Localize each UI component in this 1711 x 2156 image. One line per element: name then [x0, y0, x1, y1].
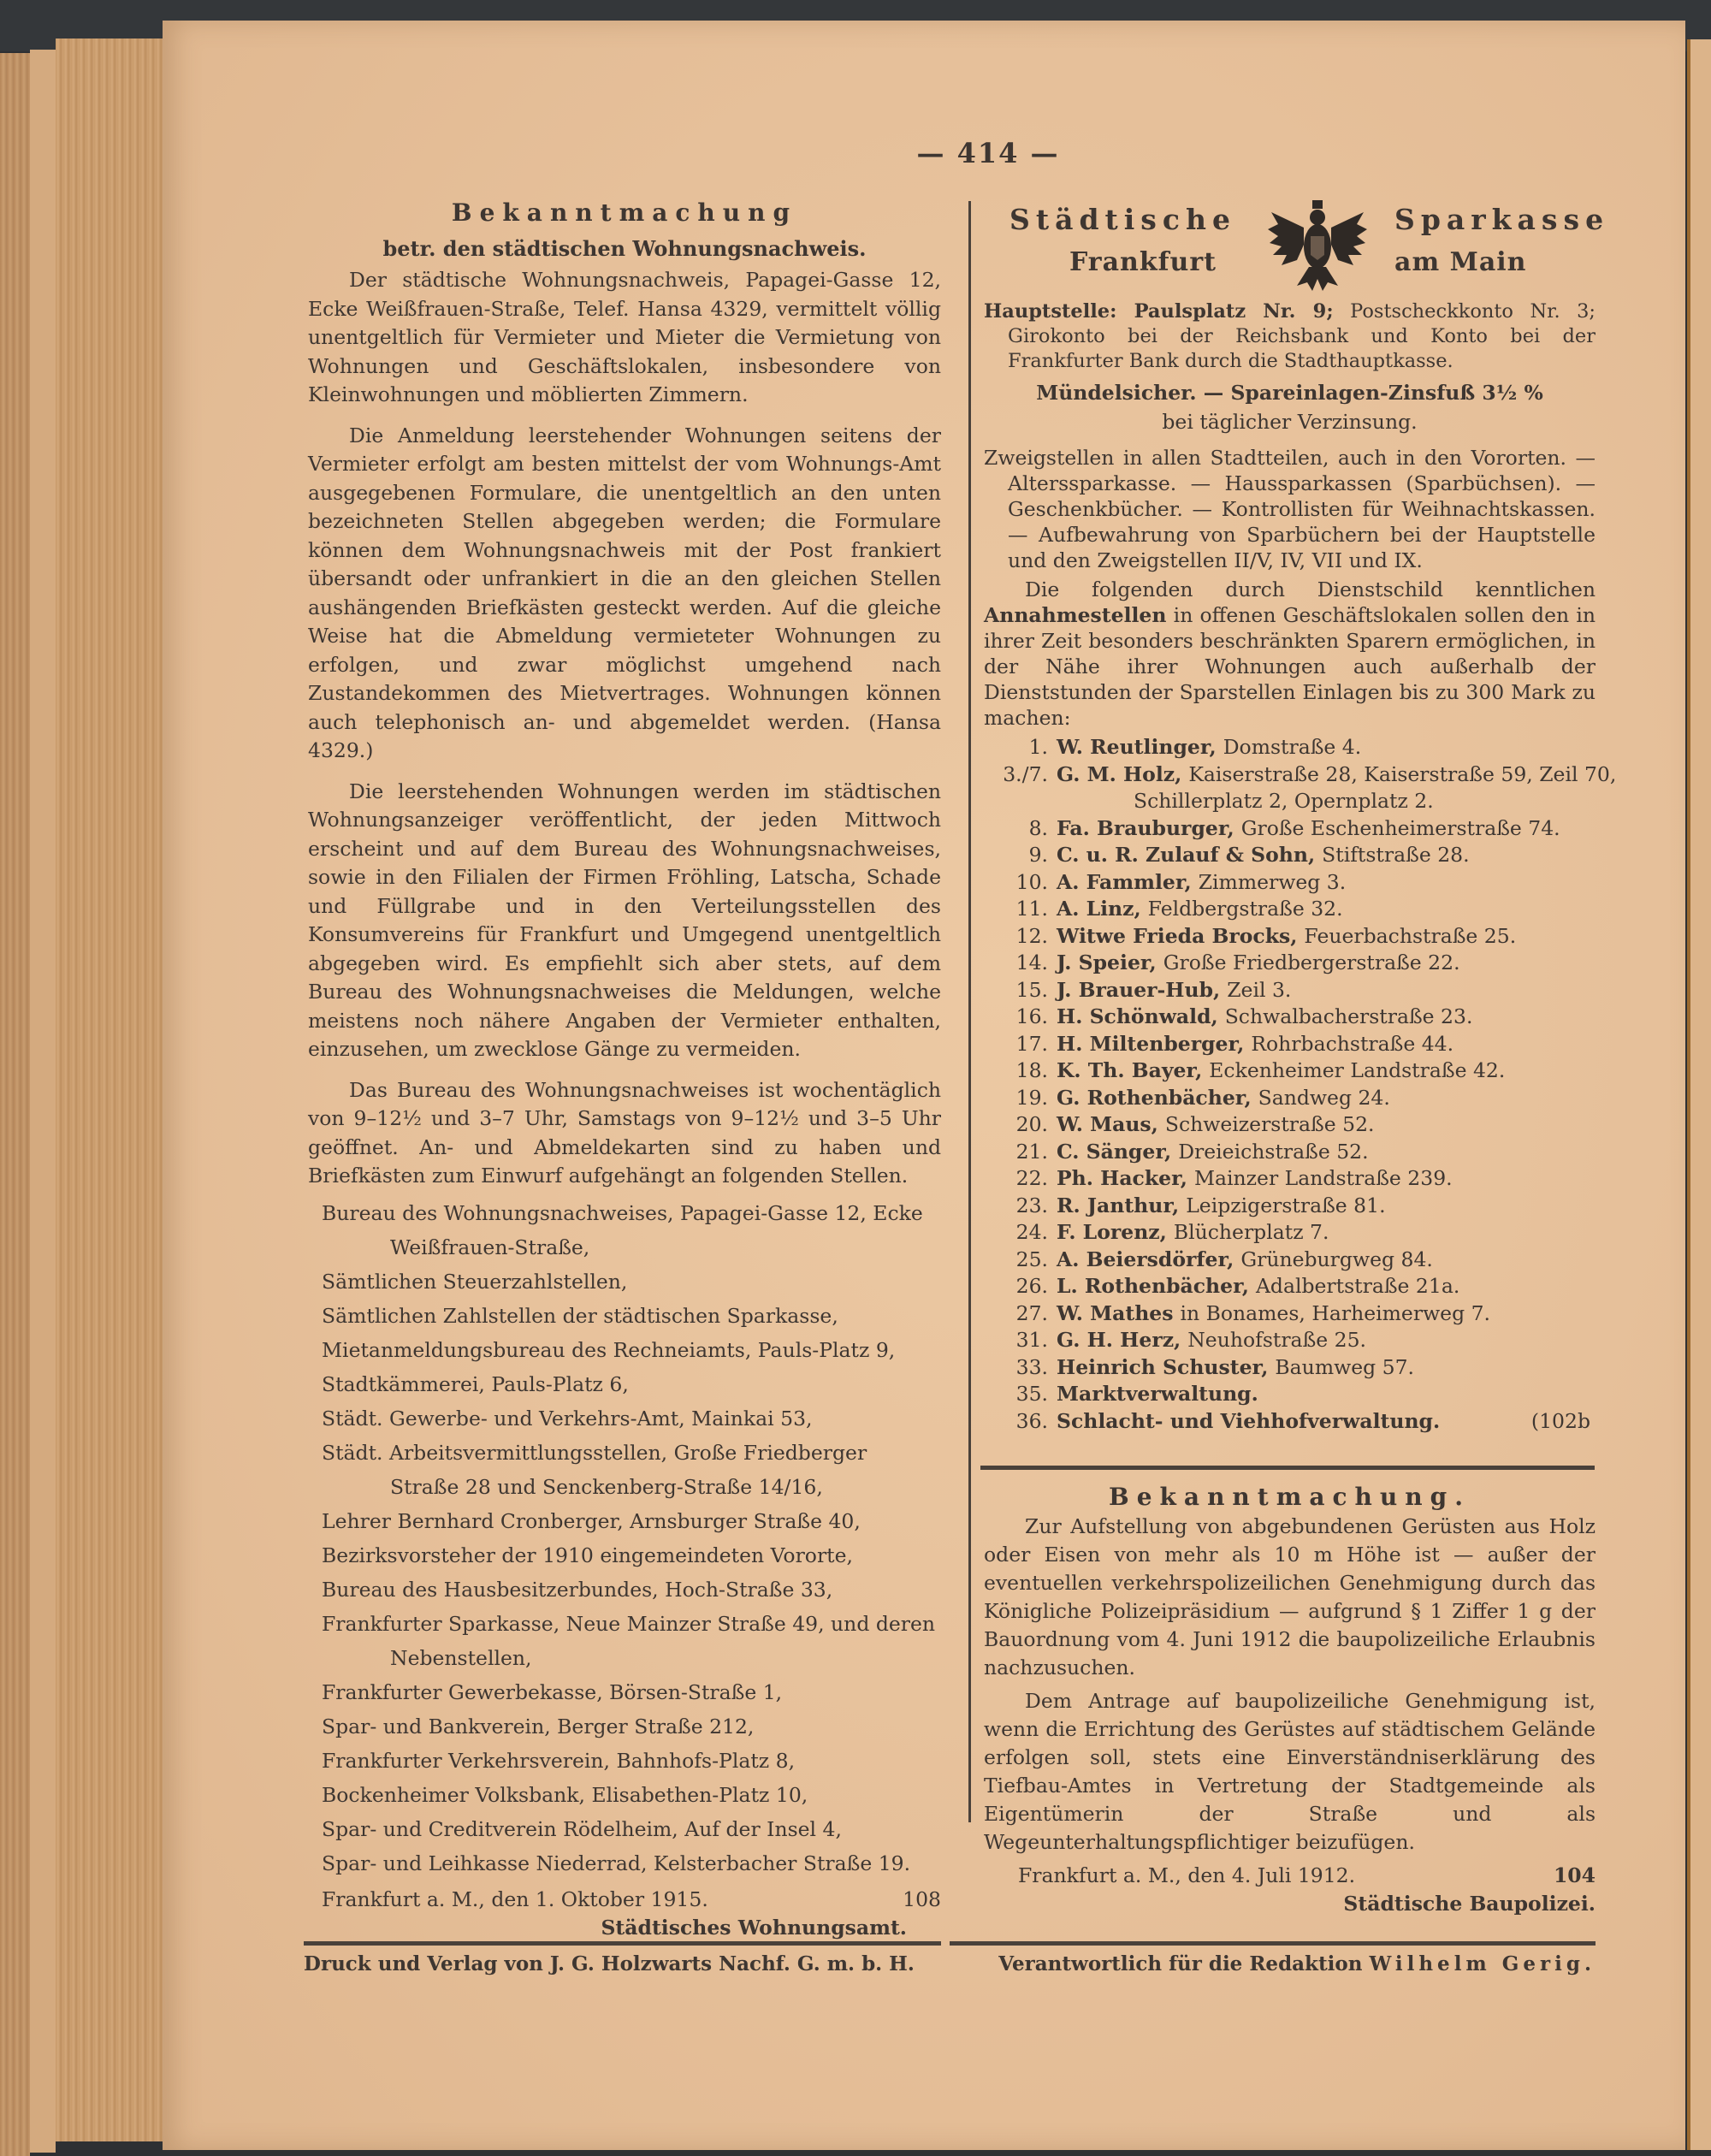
column-divider — [968, 201, 971, 1822]
agency-name: R. Janthur, — [1057, 1193, 1180, 1217]
agency-number: 17. — [1015, 1031, 1048, 1056]
agency-name: Marktverwaltung. — [1057, 1382, 1258, 1406]
next-page-edge — [1687, 39, 1711, 2150]
date-text: Frankfurt a. M., den 4. Juli 1912. — [1018, 1863, 1356, 1887]
agency-number: 10. — [1015, 869, 1048, 894]
agency-item — [984, 1193, 1596, 1220]
headquarters-label: Hauptstelle: Paulsplatz Nr. 9; — [984, 300, 1334, 323]
location-item: Mietanmeldungsbureau des Rechneiamts, Pauls-Platz 9, — [322, 1337, 896, 1362]
footer-rule — [950, 1941, 1596, 1946]
agency-number: 23. — [1015, 1193, 1048, 1217]
agency-item — [984, 842, 1596, 869]
agency-item — [984, 896, 1596, 923]
agency-item — [984, 815, 1596, 843]
headquarters-text: Postscheckkonto Nr. 3; Girokonto bei der Reichsbank und Konto bei der Frankfurter Bank durch die Stadthauptkasse. — [1008, 300, 1596, 372]
imprint-editor-label: Verantwortlich für die Redaktion — [998, 1952, 1363, 1975]
agency-address: Mainzer Landstraße 239. — [1193, 1166, 1453, 1190]
left-column — [308, 190, 941, 1943]
building-notice — [984, 1483, 1596, 1918]
agency-number: 18. — [1015, 1058, 1048, 1082]
date-text: Frankfurt a. M., den 1. Oktober 1915. — [322, 1886, 708, 1911]
agency-address: Sandweg 24. — [1258, 1085, 1390, 1110]
agency-address: Schwalbacherstraße 23. — [1224, 1004, 1473, 1028]
header-word: Frankfurt — [1069, 247, 1217, 277]
agency-number: 14. — [1015, 951, 1048, 974]
header-word: Sparkasse — [1394, 203, 1610, 236]
location-item: Städt. Gewerbe- und Verkehrs-Amt, Mainkai 53, — [322, 1406, 813, 1430]
paragraph: Der städtische Wohnungsnachweis, Papagei-Gasse 12, Ecke Weißfrauen-Straße, Telef. Hansa 4329, vermittelt völlig unentgeltlich für Vermieter und Mieter die Vermietung von Wohnungen und Geschäftslokalen, insbesondere von Kleinwohnungen und möblierten Zimmern. — [308, 268, 941, 406]
page-number: — 414 — — [916, 137, 1060, 169]
location-list — [308, 1196, 941, 1881]
agency-number: 27. — [1015, 1300, 1048, 1325]
agency-address: Große Eschenheimerstraße 74. — [1240, 815, 1560, 840]
agency-address: Kaiserstraße 28, Kaiserstraße 59, Zeil 70, — [1188, 761, 1617, 786]
agencies-intro-text: in offenen Geschäftslokalen sollen den in ihrer Zeit besonders beschränkten Sparern ermöglichen, in der Nähe ihrer Wohnungen auch außerhalb der Dienststunden der Sparstellen Einlagen bis zu 300 Mark zu machen: — [984, 603, 1596, 730]
location-item: Spar- und Creditverein Rödelheim, Auf der Insel 4, — [322, 1816, 842, 1841]
agency-address: Adalbertstraße 21a. — [1255, 1274, 1460, 1298]
agency-item — [984, 1165, 1596, 1193]
agency-name: A. Linz, — [1057, 897, 1141, 921]
header-word: Städtische — [1009, 203, 1236, 236]
agency-number: 8. — [1028, 815, 1048, 840]
location-item: Bockenheimer Volksbank, Elisabethen-Platz 10, — [322, 1782, 808, 1807]
agency-item — [984, 1139, 1596, 1166]
notice-heading: Bekanntmachung — [451, 198, 798, 227]
agencies-intro — [984, 577, 1596, 731]
date-line — [308, 1886, 941, 1915]
agency-address: Neuhofstraße 25. — [1187, 1328, 1367, 1352]
agency-number: 3./7. — [1003, 761, 1048, 786]
agency-name: W. Reutlinger, — [1057, 735, 1217, 759]
interest-rate-line: Mündelsicher. — Spareinlagen-Zinsfuß 3½ % — [1036, 381, 1543, 405]
imprint-publisher: Druck und Verlag von J. G. Holzwarts Nachf. G. m. b. H. — [304, 1952, 915, 1975]
agency-number: 9. — [1028, 843, 1048, 867]
agency-item — [984, 869, 1596, 897]
agency-number: 31. — [1015, 1328, 1048, 1352]
agencies-intro-text: Die folgenden durch Dienstschild kenntlichen — [1025, 578, 1596, 601]
interest-rate-sub: bei täglicher Verzinsung. — [1162, 409, 1418, 434]
agency-name: C. Sänger, — [1057, 1139, 1172, 1164]
agency-number: 12. — [1015, 923, 1048, 948]
paragraph: Die Anmeldung leerstehender Wohnungen seitens der Vermieter erfolgt am besten mittelst der vom Wohnungs-Amt ausgegebenen Formulare, die unentgeltlich an den unten bezeichneten Stellen abgegeben werden; die Formulare können dem Wohnungsnachweis mit der Post frankiert übersandt oder unfrankiert in die an den gleichen Stellen aushängenden Briefkästen gesteckt werden. Auf die gleiche Weise hat die Abmeldung vermieteter Wohnungen zu erfolgen, und zwar möglichst umgehend nach Zustandekommen des Mietvertrages. Wohnungen können auch telephonisch an- und abgemeldet werden. (Hansa 4329.) — [308, 423, 941, 762]
agency-address: Schweizerstraße 52. — [1164, 1112, 1375, 1136]
section-divider — [980, 1466, 1595, 1470]
agency-name: H. Miltenberger, — [1057, 1031, 1245, 1056]
imprint-editor — [998, 1952, 1596, 1975]
agency-item — [984, 1111, 1596, 1139]
agency-item — [984, 1247, 1596, 1274]
sparkasse-header — [984, 192, 1610, 294]
location-item: Bezirksvorsteher der 1910 eingemeindeten Vororte, — [322, 1543, 854, 1567]
agency-name: G. H. Herz, — [1057, 1328, 1181, 1352]
agency-name: W. Maus, — [1057, 1112, 1158, 1136]
location-item: Frankfurter Sparkasse, Neue Mainzer Straße 49, und deren Nebenstellen, — [322, 1611, 936, 1670]
location-item: Sämtlichen Zahlstellen der städtischen Sparkasse, — [322, 1303, 838, 1328]
agency-item — [984, 1085, 1596, 1112]
agency-address: Zeil 3. — [1227, 977, 1292, 1002]
agency-name: H. Schönwald, — [1057, 1004, 1218, 1028]
imprint — [304, 1952, 1596, 1975]
agency-address: Feldbergstraße 32. — [1147, 897, 1343, 921]
agency-item — [984, 1273, 1596, 1300]
agency-item — [984, 1300, 1596, 1328]
agency-number: 36. — [1015, 1408, 1048, 1433]
agency-item — [984, 1004, 1596, 1031]
agency-name: F. Lorenz, — [1057, 1220, 1167, 1244]
agency-item — [984, 1327, 1596, 1354]
agency-number: 20. — [1015, 1112, 1048, 1136]
agency-item — [984, 977, 1596, 1004]
agency-item — [984, 1381, 1596, 1408]
paragraph: Dem Antrage auf baupolizeiliche Genehmigung ist, wenn die Errichtung des Gerüstes auf städtischem Gelände erfolgen soll, stets eine Einverständniserklärung des Tiefbau-Amtes in Vertretung der Stadtgemeinde als Eigentümerin der Straße und als Wegeunterhaltungspflichtiger beizufügen. — [984, 1689, 1596, 1854]
agency-address: Große Friedbergerstraße 22. — [1163, 951, 1460, 974]
agency-address: Leipzigerstraße 81. — [1186, 1193, 1386, 1217]
notice-subheading: betr. den städtischen Wohnungsnachweis. — [382, 235, 867, 261]
location-item: Lehrer Bernhard Cronberger, Arnsburger Straße 40, — [322, 1508, 861, 1533]
agency-name: J. Brauer-Hub, — [1057, 977, 1221, 1002]
branches-paragraph: Zweigstellen in allen Stadtteilen, auch in den Vororten. — Alterssparkasse. — Haussparkassen (Sparbüchsen). — Geschenkbücher. — Kontrollisten für Weihnachtskassen. — Aufbewahrung von Sparbüchern bei der Hauptstelle und den Zweigstellen II/V, IV, VII und IX. — [984, 446, 1596, 572]
paragraph: Die leerstehenden Wohnungen werden im städtischen Wohnungsanzeiger veröffentlicht, der jeden Mittwoch erscheint und auf dem Bureau des Wohnungsnachweises, sowie in den Filialen der Firmen Fröhling, Latscha, Schade und Füllgrabe und in den Verteilungsstellen des Konsumvereins für Frankfurt und Umgegend unentgeltlich abgegeben wird. Es empfiehlt sich aber stets, auf dem Bureau des Wohnungsnachweises die Meldungen, welche meistens noch nähere Angaben der Vermieter enthalten, einzusehen, um zwecklose Gänge zu vermeiden. — [308, 779, 941, 1061]
agency-name: G. M. Holz, — [1057, 761, 1182, 786]
location-item: Frankfurter Verkehrsverein, Bahnhofs-Platz 8, — [322, 1748, 796, 1773]
agency-address: Zimmerweg 3. — [1198, 869, 1347, 894]
agency-address: Baumweg 57. — [1275, 1354, 1415, 1379]
imprint-editor-name: Wilhelm Gerig. — [1369, 1952, 1596, 1975]
agency-number: 21. — [1015, 1139, 1048, 1164]
agency-name: Witwe Frieda Brocks, — [1057, 923, 1298, 948]
agency-name: G. Rothenbächer, — [1057, 1085, 1252, 1110]
agency-number: 16. — [1015, 1004, 1048, 1028]
notice-heading: Bekanntmachung. — [1109, 1483, 1471, 1511]
agency-address: Eckenheimer Landstraße 42. — [1209, 1058, 1506, 1082]
headquarters-info — [984, 299, 1596, 374]
location-item: Bureau des Hausbesitzerbundes, Hoch-Straße 33, — [322, 1577, 833, 1602]
location-item: Spar- und Leihkasse Niederrad, Kelsterbacher Straße 19. — [322, 1851, 911, 1875]
agency-number: 25. — [1015, 1247, 1048, 1271]
agency-name: L. Rothenbächer, — [1057, 1274, 1249, 1298]
location-item: Spar- und Bankverein, Berger Straße 212, — [322, 1714, 755, 1738]
page-stack-edge — [30, 50, 56, 2153]
signature: Städtisches Wohnungsamt. — [601, 1916, 907, 1940]
agency-name: Heinrich Schuster, — [1057, 1354, 1269, 1379]
agency-item — [984, 1354, 1596, 1382]
agency-address: Grüneburgweg 84. — [1240, 1247, 1433, 1271]
paragraph: Zur Aufstellung von abgebundenen Gerüsten aus Holz oder Eisen von mehr als 10 m Höhe ist — außer der eventuellen verkehrspolizeilichen Genehmigung durch das Königliche Polizeipräsidium — aufgrund § 1 Ziffer 1 g der Bauordnung vom 4. Juni 1912 die baupolizeiliche Erlaubnis nachzusuchen. — [984, 1514, 1596, 1679]
agency-address-continuation: Schillerplatz 2, Opernplatz 2. — [1134, 789, 1434, 813]
agency-number: 15. — [1015, 977, 1048, 1002]
agency-name: A. Beiersdörfer, — [1057, 1247, 1234, 1271]
agency-item — [984, 734, 1596, 761]
agencies-intro-bold: Annahmestellen — [984, 603, 1167, 627]
agency-number: 11. — [1015, 897, 1048, 921]
agency-number: 24. — [1015, 1220, 1048, 1244]
agency-address: Blücherplatz 7. — [1173, 1220, 1329, 1244]
agency-name: Ph. Hacker, — [1057, 1166, 1187, 1190]
reference-number: 104 — [1553, 1863, 1596, 1887]
agency-name: W. Mathes — [1057, 1300, 1174, 1325]
footer-rule — [304, 1941, 941, 1946]
location-item: Stadtkämmerei, Pauls-Platz 6, — [322, 1371, 629, 1396]
agency-address: Dreieichstraße 52. — [1178, 1139, 1369, 1164]
header-word: am Main — [1394, 247, 1527, 277]
agency-number: 26. — [1015, 1274, 1048, 1298]
agency-address: Stiftstraße 28. — [1322, 843, 1470, 867]
agency-item — [984, 761, 1617, 789]
agency-number: 22. — [1015, 1166, 1048, 1190]
location-item: Bureau des Wohnungsnachweises, Papagei-Gasse 12, Ecke Weißfrauen-Straße, — [322, 1200, 923, 1259]
signature: Städtische Baupolizei. — [1343, 1892, 1596, 1916]
agency-number: 35. — [1015, 1382, 1048, 1406]
agency-address: Domstraße 4. — [1223, 735, 1362, 759]
agency-number: 19. — [1015, 1085, 1048, 1110]
agency-item — [984, 923, 1596, 951]
date-line — [984, 1862, 1596, 1890]
agency-address: Feuerbachstraße 25. — [1304, 923, 1517, 948]
page-stack-edge — [0, 53, 30, 2156]
reference-number: 108 — [903, 1886, 941, 1911]
page-stack-edge — [56, 38, 163, 2141]
agency-item — [984, 1031, 1596, 1058]
agency-name: Schlacht- und Viehhofverwaltung. — [1057, 1408, 1441, 1433]
paragraph: Das Bureau des Wohnungsnachweises ist wochentäglich von 9–12½ und 3–7 Uhr, Samstags von 9–12½ und 3–5 Uhr geöffnet. An- und Abmeldekarten sind zu haben und Briefkästen zum Einwurf aufgehängt an folgenden Stellen. — [308, 1077, 941, 1188]
location-item: Sämtlichen Steuerzahlstellen, — [322, 1269, 628, 1294]
agency-name: K. Th. Bayer, — [1057, 1058, 1203, 1082]
agency-address: in Bonames, Harheimerweg 7. — [1180, 1300, 1491, 1325]
agency-name: J. Speier, — [1057, 951, 1157, 974]
agency-address: Rohrbachstraße 44. — [1251, 1031, 1454, 1056]
agency-list — [984, 734, 1617, 1435]
location-item: Städt. Arbeitsvermittlungsstellen, Große Friedberger Straße 28 und Senckenberg-Straße 14/16, — [322, 1440, 867, 1499]
eagle-icon — [1266, 193, 1369, 294]
agency-item — [984, 950, 1596, 977]
agency-number: 33. — [1015, 1354, 1048, 1379]
agency-name: A. Fammler, — [1057, 869, 1192, 894]
right-column — [984, 190, 1617, 1435]
agency-number: 1. — [1028, 735, 1048, 759]
agency-name: Fa. Brauburger, — [1057, 815, 1234, 840]
agency-name: C. u. R. Zulauf & Sohn, — [1057, 843, 1316, 867]
agency-item — [984, 1057, 1596, 1085]
location-item: Frankfurter Gewerbekasse, Börsen-Straße 1, — [322, 1679, 783, 1704]
agency-item — [984, 1408, 1596, 1436]
reference-number: (102b — [1530, 1408, 1590, 1433]
agency-item — [984, 1219, 1596, 1247]
